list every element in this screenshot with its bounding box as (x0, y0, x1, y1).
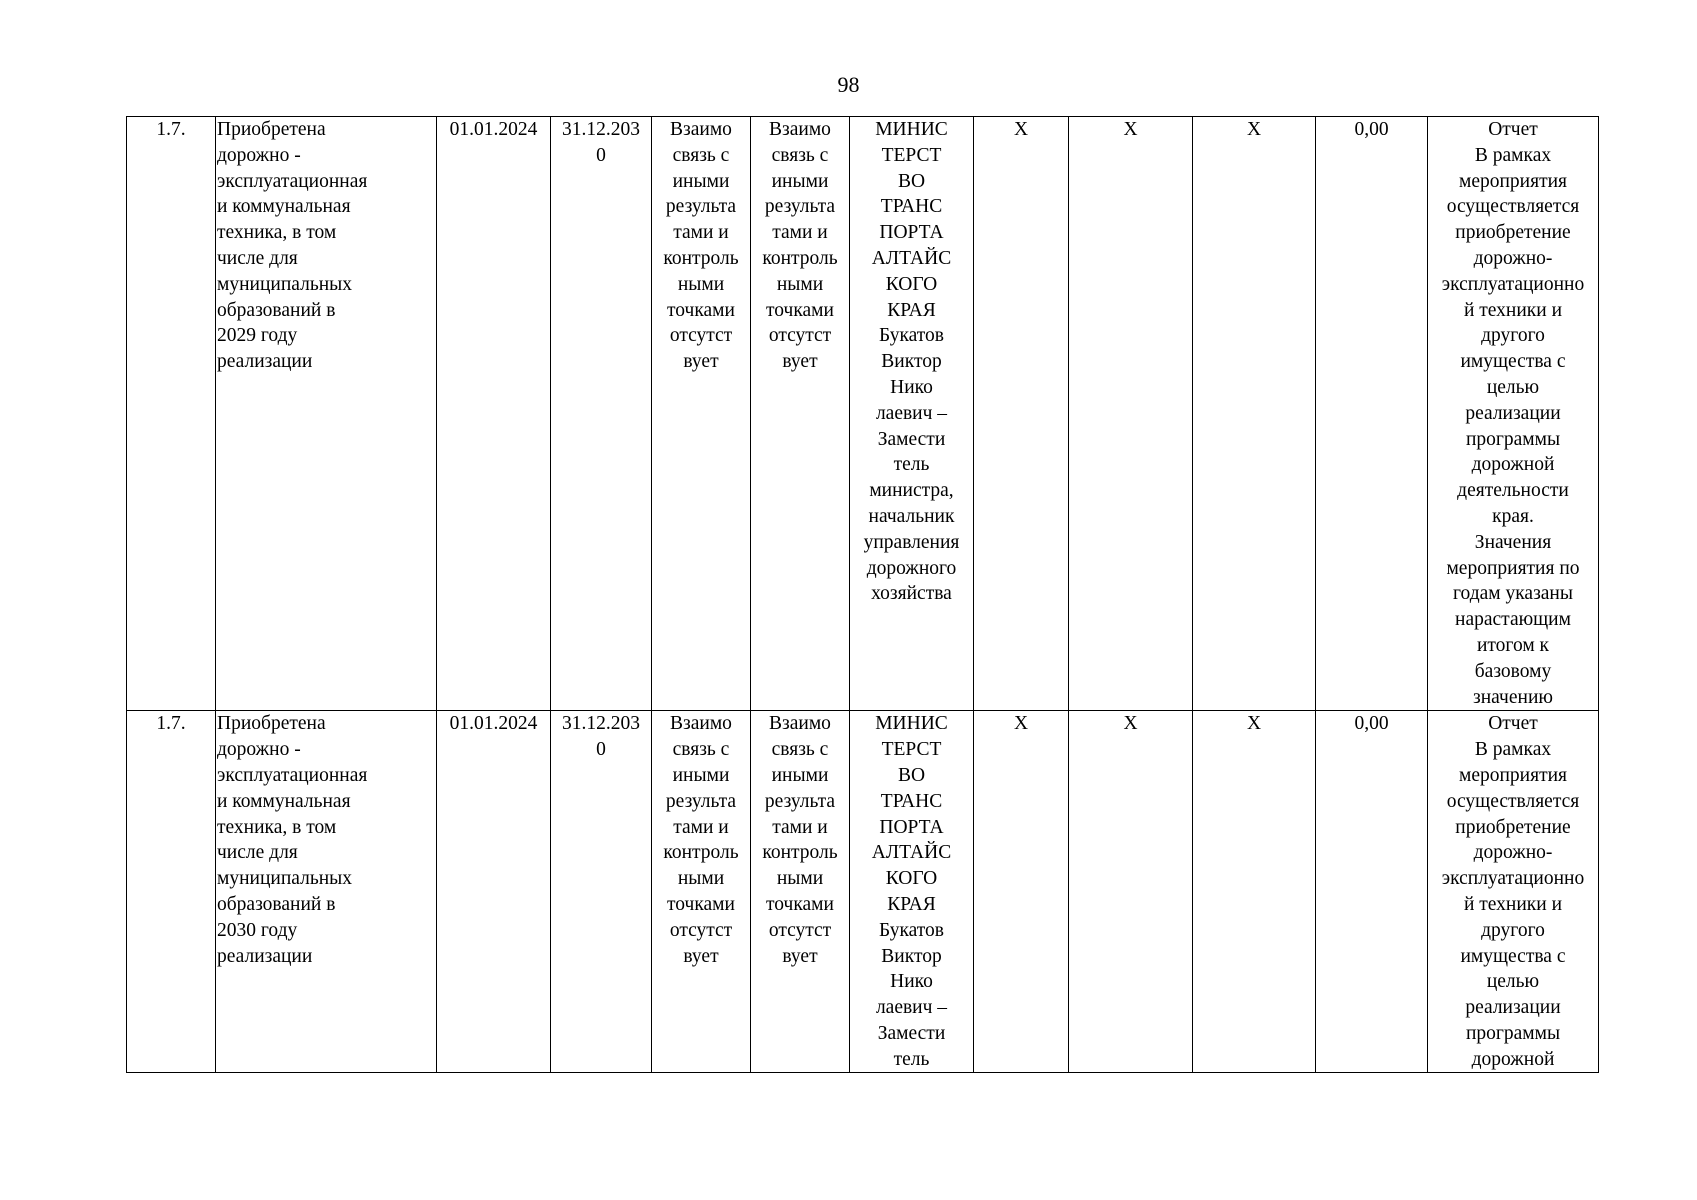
x-mark-3: X (1246, 713, 1262, 735)
x-cell-3 (1193, 711, 1316, 1073)
row-number-cell (127, 117, 216, 711)
x-mark-2: X (1123, 713, 1138, 735)
measure-name-cell (216, 117, 437, 711)
amount-value: 0,00 (1354, 119, 1389, 140)
responsible-cell (850, 711, 974, 1073)
x-cell-3 (1193, 117, 1316, 711)
end-date-cell (551, 711, 652, 1073)
table-row (127, 117, 1599, 711)
start-date: 01.01.2024 (449, 713, 538, 735)
x-cell-2 (1069, 711, 1193, 1073)
start-date: 01.01.2024 (449, 119, 538, 140)
x-mark-3: X (1246, 119, 1262, 140)
x-cell-2 (1069, 117, 1193, 711)
measure-name: Приобретена дорожно - эксплуатационная и коммунальная техника, в том числе для муниципальных образований в 2030 году реализации (217, 713, 368, 967)
row-number-cell (127, 711, 216, 1073)
responsible-text: МИНИС ТЕРСТ ВО ТРАНС ПОРТА АЛТАЙС КОГО КРАЯ Букатов Виктор Нико лаевич – Замести тель (871, 713, 952, 1070)
link-text-2: Взаимо связь с иными результа тами и контроль ными точками отсутст вует (762, 119, 838, 373)
comment-text: Отчет В рамках мероприятия осуществляется приобретение дорожно- эксплуатационно й техники и другого имущества с целью реализации программы дорожной деятельности края. Значения мероприятия по годам указаны нарастающим итогом к базовому значению (1441, 119, 1585, 708)
row-number: 1.7. (156, 713, 186, 735)
measure-name-cell (216, 711, 437, 1073)
link-text-2: Взаимо связь с иными результа тами и контроль ными точками отсутст вует (762, 713, 838, 967)
page-number: 98 (837, 72, 860, 97)
table-row (127, 711, 1599, 1073)
link-cell-1 (652, 117, 751, 711)
x-mark-1: X (1013, 119, 1029, 140)
x-mark-2: X (1123, 119, 1138, 140)
responsible-text: МИНИС ТЕРСТ ВО ТРАНС ПОРТА АЛТАЙС КОГО КРАЯ Букатов Виктор Нико лаевич – Замести тель министра, начальник управления дорожного хозяйства (863, 119, 960, 605)
link-text-1: Взаимо связь с иными результа тами и контроль ными точками отсутст вует (663, 713, 739, 967)
x-cell-1 (974, 711, 1069, 1073)
end-date-cell (551, 117, 652, 711)
x-mark-1: X (1013, 713, 1029, 735)
measures-table (126, 116, 1599, 1073)
link-cell-1 (652, 711, 751, 1073)
end-date: 31.12.203 0 (562, 713, 640, 761)
row-number: 1.7. (156, 119, 186, 140)
amount-cell (1316, 711, 1428, 1073)
amount-cell (1316, 117, 1428, 711)
link-text-1: Взаимо связь с иными результа тами и контроль ными точками отсутст вует (663, 119, 739, 373)
start-date-cell (437, 117, 551, 711)
end-date: 31.12.203 0 (562, 119, 640, 166)
x-cell-1 (974, 117, 1069, 711)
link-cell-2 (751, 117, 850, 711)
comment-cell (1428, 711, 1599, 1073)
amount-value: 0,00 (1354, 713, 1389, 735)
measure-name: Приобретена дорожно - эксплуатационная и коммунальная техника, в том числе для муниципальных образований в 2029 году реализации (217, 119, 368, 373)
responsible-cell (850, 117, 974, 711)
comment-text: Отчет В рамках мероприятия осуществляется приобретение дорожно- эксплуатационно й техники и другого имущества с целью реализации программы дорожной (1441, 713, 1585, 1070)
link-cell-2 (751, 711, 850, 1073)
comment-cell (1428, 117, 1599, 711)
start-date-cell (437, 711, 551, 1073)
